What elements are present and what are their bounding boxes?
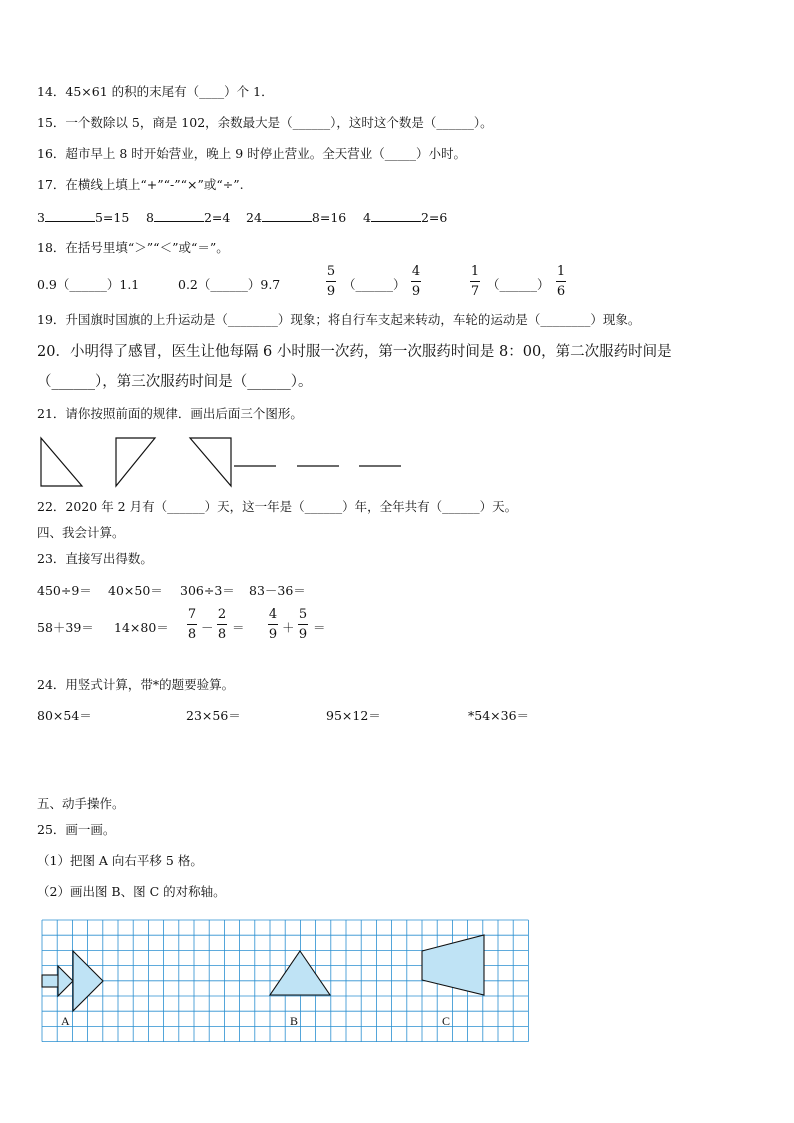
question-20-line-2: （______），第三次服药时间是（______）。 (37, 374, 313, 390)
question-25: 25．画一画。 (37, 822, 116, 837)
question-23: 23．直接写出得数。 (37, 551, 153, 566)
section-5-heading: 五、动手操作。 (37, 796, 125, 811)
label-b: B (290, 1014, 299, 1028)
q18-compare-a: 0.9（______）1.1 (37, 277, 140, 292)
q23-item-5: 58＋39＝ (37, 620, 94, 635)
q25-part-2: （2）画出图 B、图 C 的对称轴。 (37, 884, 226, 899)
question-16: 16．超市早上 8 时开始营业，晚上 9 时停止营业。全天营业（_____）小时。 (37, 146, 466, 161)
q23-fraction-2-8: 2 8 (217, 607, 227, 642)
question-24: 24．用竖式计算，带*的题要验算。 (37, 677, 235, 692)
q17-item-4: 4 2=6 (363, 210, 448, 225)
q17-item-2: 8 2=4 (146, 210, 231, 225)
figure-c-trapezoid (422, 935, 484, 995)
q24-item-3: 95×12＝ (326, 708, 381, 723)
q23-fraction-4-9: 4 9 (268, 607, 278, 642)
q17-item-3: 24 8=16 (246, 210, 347, 225)
q23-equals-2: ＝ (313, 620, 326, 635)
q18-fraction-4-9: 4 9 (411, 264, 421, 299)
question-20-line-1: 20．小明得了感冒，医生让他每隔 6 小时服一次药，第一次服药时间是 8：00，第二次服药时间是 (37, 344, 672, 360)
q23-plus-sign: ＋ (282, 620, 295, 635)
q18-fraction-1-6: 1 6 (556, 264, 566, 299)
q25-part-1: （1）把图 A 向右平移 5 格。 (37, 853, 203, 868)
q17-item-1: 3 5=15 (37, 210, 130, 225)
q23-item-4: 83－36＝ (249, 583, 306, 598)
section-4-heading: 四、我会计算。 (37, 525, 125, 540)
q23-minus-sign: － (201, 620, 214, 635)
figure-b-triangle (270, 951, 330, 995)
question-22: 22．2020 年 2 月有（______）天，这一年是（______）年，全年共有（______）天。 (37, 499, 518, 514)
q23-fraction-5-9: 5 9 (298, 607, 308, 642)
question-21: 21．请你按照前面的规律．画出后面三个图形。 (37, 406, 303, 421)
q23-item-2: 40×50＝ (108, 583, 163, 598)
figure-a-stem (42, 975, 58, 987)
q18-fraction-1-7: 1 7 (470, 264, 480, 299)
q24-item-4: *54×36＝ (468, 708, 530, 723)
q18-paren-2: （______） (487, 277, 550, 292)
question-14: 14．45×61 的积的末尾有（____）个 1． (37, 84, 274, 99)
q23-item-3: 306÷3＝ (180, 583, 235, 598)
question-19: 19．升国旗时国旗的上升运动是（________）现象；将自行车支起来转动，车轮的运动是（________）现象。 (37, 312, 641, 327)
q24-item-2: 23×56＝ (186, 708, 241, 723)
q24-item-1: 80×54＝ (37, 708, 92, 723)
figure-a-arrow-small (58, 966, 73, 996)
question-18: 18．在括号里填“＞”“＜”或“＝”。 (37, 240, 229, 255)
label-c: C (442, 1014, 451, 1028)
q23-equals-1: ＝ (232, 620, 245, 635)
figure-a (42, 951, 103, 1011)
q18-fraction-5-9: 5 9 (326, 264, 336, 299)
label-a: A (61, 1014, 70, 1028)
q18-compare-b: 0.2（______）9.7 (178, 277, 281, 292)
question-17: 17．在横线上填上“+”“-”“×”或“÷”. (37, 177, 244, 192)
q23-item-1: 450÷9＝ (37, 583, 92, 598)
question-15: 15．一个数除以 5，商是 102，余数最大是（______），这时这个数是（______）。 (37, 115, 493, 130)
q18-paren-1: （______） (343, 277, 406, 292)
q23-fraction-7-8: 7 8 (187, 607, 197, 642)
q23-item-6: 14×80＝ (114, 620, 169, 635)
